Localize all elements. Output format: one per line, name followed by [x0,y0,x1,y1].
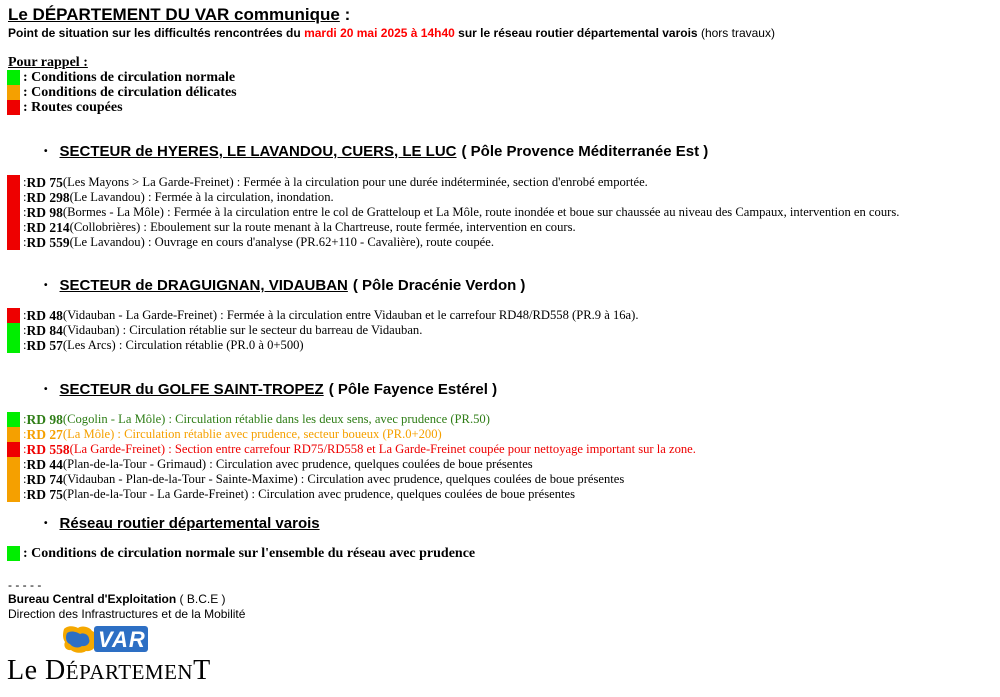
signature-bce: Bureau Central d'Exploitation ( B.C.E ) [8,592,226,606]
status-orange-square [7,85,20,100]
bullet-icon: • [44,518,48,529]
status-green-square [7,338,20,353]
page-subtitle [8,26,775,40]
status-orange-square [7,472,20,487]
road-row: : RD 98 (Bormes - La Môle) : Fermée à la circulation entre le col de Gratteloup et La Môle, route inondée et boue sur chaussée au niveau des Campaux, intervention en cours. [7,205,899,220]
status-red-square [7,235,20,250]
sector-heading-hyeres: • SECTEUR de HYERES, LE LAVANDOU, CUERS, LE LUC ( Pôle Provence Méditerranée Est ) [44,143,709,160]
road-row: : RD 74 (Vidauban - Plan-de-la-Tour - Sainte-Maxime) : Circulation avec prudence, quelques coulées de boue présentes [7,472,624,487]
bullet-icon: • [44,280,48,291]
road-row: : RD 75 (Les Mayons > La Garde-Freinet) : Fermée à la circulation pour une durée indéterminée, section d'enrobé emportée. [7,175,648,190]
road-row: : RD 75 (Plan-de-la-Tour - La Garde-Freinet) : Circulation avec prudence, quelques coulées de boue présentes [7,487,575,502]
road-row: : RD 298 (Le Lavandou) : Fermée à la circulation, inondation. [7,190,334,205]
network-status-row: : Conditions de circulation normale sur l'ensemble du réseau avec prudence [7,546,475,561]
bullet-icon: • [44,146,48,157]
status-green-square [7,546,20,561]
road-row: : RD 27 (La Môle) : Circulation rétablie avec prudence, secteur boueux (PR.0+200) [7,427,442,442]
road-row: : RD 44 (Plan-de-la-Tour - Grimaud) : Circulation avec prudence, quelques coulées de boue présentes [7,457,533,472]
legend-item-normal: : Conditions de circulation normale [7,70,235,85]
signature-dashes: - - - - - [8,578,42,592]
status-green-square [7,70,20,85]
status-red-square [7,100,20,115]
status-red-square [7,175,20,190]
status-red-square [7,220,20,235]
var-logo [62,623,150,655]
status-red-square [7,190,20,205]
road-row: : RD 57 (Les Arcs) : Circulation rétablie (PR.0 à 0+500) [7,338,304,353]
title-main: Le DÉPARTEMENT DU VAR communique [8,5,340,24]
var-logo-text: VAR [98,627,146,652]
road-row: : RD 214 (Collobrières) : Eboulement sur la route menant à la Chartreuse, route fermée, intervention en cours. [7,220,576,235]
subtitle-date: mardi 20 mai 2025 à 14h40 [304,26,455,40]
sector-heading-network: • Réseau routier départemental varois [44,515,320,532]
status-red-square [7,308,20,323]
status-orange-square [7,457,20,472]
legend-item-delicate: : Conditions de circulation délicates [7,85,237,100]
status-green-square [7,412,20,427]
title-colon: : [339,5,351,24]
status-red-square [7,442,20,457]
status-orange-square [7,487,20,502]
le-departement-logo: Le DÉPARTEMENT [7,655,211,686]
bullet-icon: • [44,384,48,395]
subtitle-after: sur le réseau routier départemental varois [454,26,701,40]
subtitle-note: (hors travaux) [700,26,775,40]
road-row: : RD 98 (Cogolin - La Môle) : Circulation rétablie dans les deux sens, avec prudence (PR.50) [7,412,490,427]
status-orange-square [7,427,20,442]
road-row: : RD 559 (Le Lavandou) : Ouvrage en cours d'analyse (PR.62+110 - Cavalière), route coupée. [7,235,494,250]
road-row: : RD 48 (Vidauban - La Garde-Freinet) : Fermée à la circulation entre Vidauban et le carrefour RD48/RD558 (PR.9 à 16a). [7,308,638,323]
page-title [8,5,350,25]
road-row: : RD 84 (Vidauban) : Circulation rétablie sur le secteur du barreau de Vidauban. [7,323,422,338]
legend-heading: Pour rappel : [8,55,88,70]
road-row: : RD 558 (La Garde-Freinet) : Section entre carrefour RD75/RD558 et La Garde-Freinet coupée pour nettoyage important sur la zone. [7,442,696,457]
status-green-square [7,323,20,338]
legend-item-closed: : Routes coupées [7,100,123,115]
subtitle-before: Point de situation sur les difficultés rencontrées du [8,26,305,40]
sector-heading-draguignan: • SECTEUR de DRAGUIGNAN, VIDAUBAN ( Pôle Dracénie Verdon ) [44,277,526,294]
status-red-square [7,205,20,220]
signature-direction: Direction des Infrastructures et de la Mobilité [8,607,246,621]
sector-heading-golfe: • SECTEUR du GOLFE SAINT-TROPEZ ( Pôle Fayence Estérel ) [44,381,498,398]
